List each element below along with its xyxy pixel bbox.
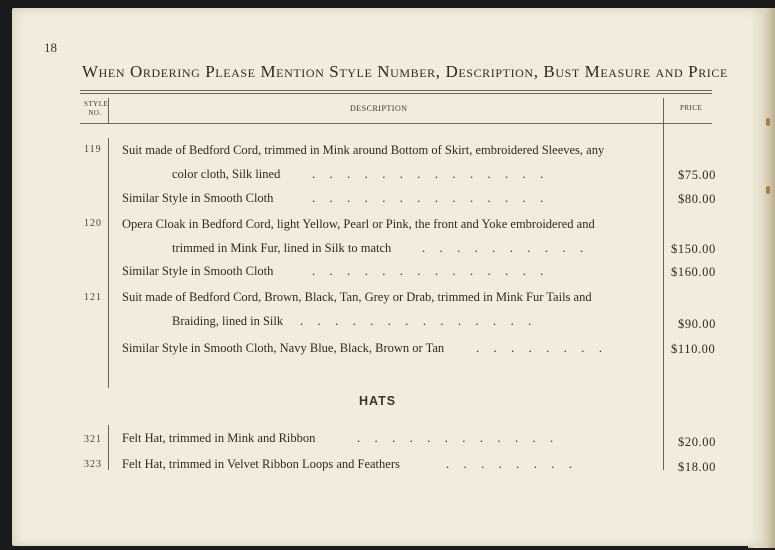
dot-leader: . . . . . . . . . . . . . . <box>312 167 544 181</box>
item-description: Felt Hat, trimmed in Mink and Ribbon <box>122 431 316 445</box>
item-description: Felt Hat, trimmed in Velvet Ribbon Loops and Feathers <box>122 457 400 471</box>
dot-leader: . . . . . . . . <box>446 457 572 471</box>
dot-leader: . . . . . . . . <box>476 341 602 355</box>
price-column-rule <box>663 98 664 470</box>
dot-leader: . . . . . . . . . . . . . . <box>300 314 532 328</box>
item-description: color cloth, Silk lined <box>172 167 281 181</box>
style-number: 121 <box>84 292 102 303</box>
style-column-rule <box>108 98 109 123</box>
binding-mark <box>766 186 770 194</box>
heading-rule <box>80 90 712 91</box>
item-price: $160.00 <box>671 265 716 279</box>
item-description: Suit made of Bedford Cord, Brown, Black, Tan, Grey or Drab, trimmed in Mink Fur Tails and <box>122 290 592 304</box>
item-description: Similar Style in Smooth Cloth, Navy Blue, Black, Brown or Tan <box>122 341 445 355</box>
item-price: $18.00 <box>678 460 716 474</box>
description-header: DESCRIPTION <box>350 104 408 113</box>
section-heading-hats: HATS <box>359 394 397 408</box>
style-number: 120 <box>84 218 102 229</box>
price-header: PRICE <box>680 104 703 112</box>
item-description: Similar Style in Smooth Cloth <box>122 191 274 205</box>
item-price: $110.00 <box>671 342 716 356</box>
style-no-header <box>84 100 109 118</box>
style-header-line: NO. <box>88 109 102 117</box>
style-header-line: STYLE <box>84 100 109 108</box>
item-price: $90.00 <box>678 317 716 331</box>
page-heading: When Ordering Please Mention Style Number, Description, Bust Measure and Price <box>82 62 728 81</box>
style-column-rule <box>108 138 109 388</box>
style-number: 323 <box>84 459 102 470</box>
item-price: $150.00 <box>671 242 716 256</box>
header-rule <box>80 123 712 124</box>
dot-leader: . . . . . . . . . . . . . . <box>312 264 544 278</box>
style-number: 119 <box>84 144 102 155</box>
dot-leader: . . . . . . . . . . . . . . <box>312 191 544 205</box>
item-description: trimmed in Mink Fur, lined in Silk to match <box>172 241 392 255</box>
item-description: Opera Cloak in Bedford Cord, light Yellow, Pearl or Pink, the front and Yoke embroidered and <box>122 217 595 231</box>
binding-mark <box>766 118 770 126</box>
item-description: Similar Style in Smooth Cloth <box>122 264 274 278</box>
dot-leader: . . . . . . . . . . . . <box>357 431 554 445</box>
dot-leader: . . . . . . . . . . <box>422 241 584 255</box>
page-number: 18 <box>44 40 57 55</box>
item-price: $20.00 <box>678 435 716 449</box>
item-price: $80.00 <box>678 192 716 206</box>
style-number: 321 <box>84 434 102 445</box>
style-column-rule <box>108 425 109 470</box>
heading-rule <box>80 93 712 94</box>
item-description: Braiding, lined in Silk <box>172 314 284 328</box>
item-price: $75.00 <box>678 168 716 182</box>
item-description: Suit made of Bedford Cord, trimmed in Mink around Bottom of Skirt, embroidered Sleeves, any <box>122 143 605 157</box>
